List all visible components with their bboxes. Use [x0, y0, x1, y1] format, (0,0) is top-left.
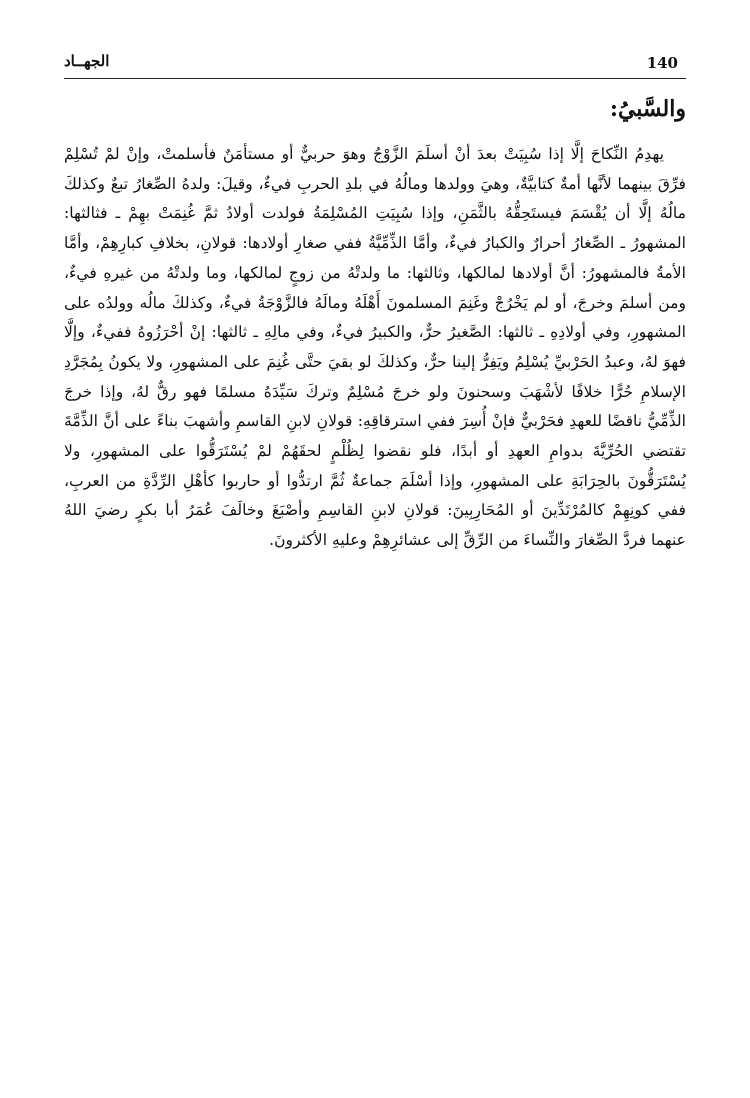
running-title: الجهــاد: [64, 52, 110, 70]
body-text: [64, 140, 686, 556]
page-number: 140: [646, 54, 678, 72]
page-header: [64, 52, 686, 78]
section-heading: والسَّبيُ:: [609, 96, 686, 122]
header-divider: [64, 78, 686, 79]
paragraph: يهدِمُ النِّكاحَ إلَّا إذا سُبِيَتْ بعدَ أنْ أسلَمَ الزَّوْجُ وهوَ حربيٌّ أو مستأمَنٌ فأسلمتْ، وإنْ لمْ تُسْلِمْ فرِّقَ بينهما لأنَّها أمةٌ كتابيَّةٌ، وهيَ وولدها ومالُهُ في بلدِ الحربِ فيءٌ، وقيلَ: ولدهُ الصِّغارُ تبعٌ وكذلكَ مالُهُ إلَّا أن يُقْسَمَ فيستَحِقُّهُ بالثَّمَنِ، وإذا سُبِيَتِ المُسْلِمَةُ فولدت أولادُ ثمَّ غُنِمَتْ بهِمْ ـ فثالثها: المشهورُ ـ الصِّغارُ أحرارٌ والكبارُ فيءٌ، وأمَّا الذِّمِّيَّةُ ففي صغارِ أولادها: قولانِ، بخلافِ كبارِهِمْ، وأمَّا الأمةُ فالمشهورُ: أنَّ أولادها لمالكها، وثالثها: ما ولدتْهُ من زوجٍ لمالكها، وما ولدتْهُ من غيرهِ فيءٌ، ومن أسلمَ وخرجَ، أو لم يَخْرُجْ وغَنِمَ المسلمونَ أَهْلَهُ ومالَهُ فالزَّوْجَةُ فيءٌ، وكذلكَ مالُه وولدُه على المشهورِ، وفي أولادِهِ ـ ثالثها: الصَّغيرُ حرٌّ، والكبيرُ فيءٌ، وفي مالِهِ ـ ثالثها: إنْ أحْرَزُوهُ ففيءٌ، وإلَّا فهوَ لهُ، وعبدُ الحَرْبيِّ يُسْلِمُ ويَفِرُّ إلينا حرٌّ، وكذلكَ لو بقيَ حتَّى غُنِمَ على المشهورِ، ولا يكونُ بِمُجَرَّدِ الإسلامِ حُرًّا خلافًا لأشْهَبَ وسحنونَ ولو خرجَ مُسْلِمٌ وتركَ سَيِّدَهُ مسلمًا فهو رقٌّ لهُ، وإذا خرجَ الذِّمِّيُّ ناقضًا للعهدِ فحَرْبيٌّ فإنْ أُسِرَ ففي استرقاقِهِ: قولانِ لابنِ القاسمِ وأشهبَ بناءً على أنَّ الذِّمَّةَ تقتضي الحُرِّيَّةَ بدوامِ العهدِ أو أبدًا، فلو نقضوا لِظُلْمٍ لحقَهُمْ لمْ يُسْتَرَقُّوا على المشهورِ، ولا يُسْتَرَقُّونَ بالحِرَابَةِ على المشهورِ، وإذا أسْلَمَ جماعةٌ ثُمَّ ارتدُّوا أو حاربوا كأهْلِ الرِّدَّةِ من العربِ، ففي كونِهِمْ كالمُرْتَدِّينَ أو المُحَارِبِينَ: قولانِ لابنِ القاسِمِ وأصْبَغَ وخالَفَ عُمَرُ أبا بكرٍ رضيَ اللهُ عنهما فردَّ الصِّغارَ والنِّساءَ من الرِّقِّ إلى عشائرِهِمْ وعليهِ الأكثرونَ.: [64, 145, 686, 550]
